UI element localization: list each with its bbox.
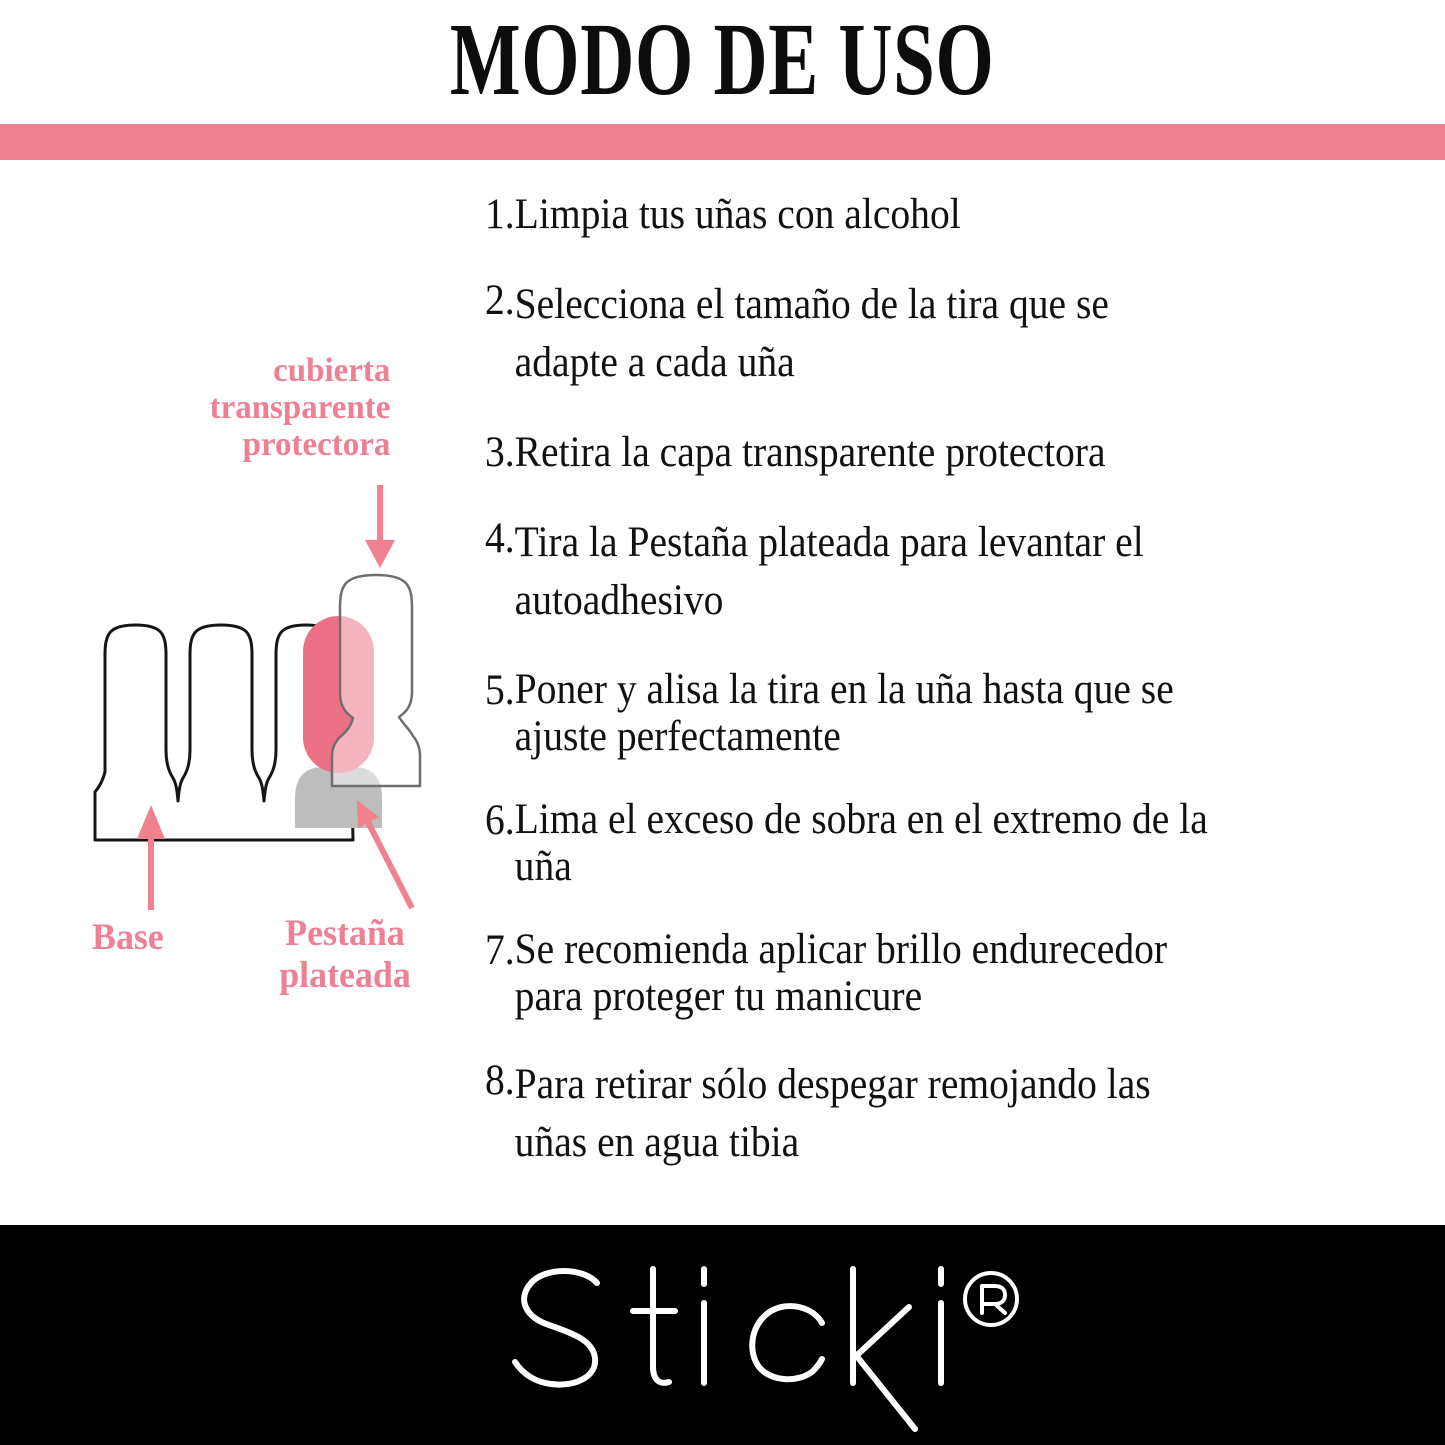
list-item (485, 666, 1405, 760)
arrow-up-tab-icon (357, 800, 412, 908)
item-number: 1. (485, 191, 515, 238)
list-item (485, 514, 1405, 630)
item-number: 5. (485, 667, 515, 714)
page-title-text: MODO DE USO (450, 2, 995, 117)
logo-letter-c (752, 1306, 822, 1379)
item-text: Poner y alisa la tira en la uña hasta que se ajuste perfectamente (514, 666, 1174, 760)
logo-letter-s (515, 1271, 597, 1385)
item-text: Retira la capa transparente protectora (514, 429, 1106, 476)
list-item (485, 276, 1405, 392)
instructions-list (485, 190, 1405, 1208)
label-transparent-cover: cubierta transparente protectora (209, 352, 390, 463)
list-item (485, 1056, 1405, 1172)
item-text: Para retirar sólo despegar remojando las uñas en agua tibia (514, 1061, 1151, 1166)
item-text: Se recomienda aplicar brillo endurecedor para proteger tu manicure (514, 926, 1168, 1020)
item-number: 4. (485, 515, 515, 562)
lifted-cover-shape (332, 575, 420, 786)
item-number: 3. (485, 429, 515, 476)
logo-letter-k (853, 1269, 915, 1429)
item-text: Lima el exceso de sobra en el extremo de la uña (514, 796, 1208, 890)
sticki-logo (505, 1255, 1025, 1435)
item-number: 2. (485, 277, 515, 324)
brand-name-text (0, 1225, 1, 1226)
item-number: 6. (485, 797, 515, 844)
accent-bar (0, 124, 1445, 160)
logo-letter-t (633, 1269, 675, 1383)
item-number: 7. (485, 927, 515, 974)
label-silver-tab: Pestaña plateada (279, 913, 411, 996)
item-text: Tira la Pestaña plateada para levantar el autoadhesivo (514, 519, 1144, 624)
arrow-down-cover-icon (365, 485, 395, 568)
item-number: 8. (485, 1057, 515, 1104)
list-item (485, 796, 1405, 890)
list-item (485, 926, 1405, 1020)
registered-mark-icon (965, 1273, 1017, 1325)
page-title (0, 2, 1445, 117)
item-text: Limpia tus uñas con alcohol (514, 191, 961, 238)
registered-mark-text (0, 1225, 1, 1226)
item-text: Selecciona el tamaño de la tira que se adapte a cada uña (514, 281, 1109, 386)
label-base: Base (92, 917, 164, 958)
list-item (485, 190, 1405, 240)
list-item (485, 428, 1405, 478)
